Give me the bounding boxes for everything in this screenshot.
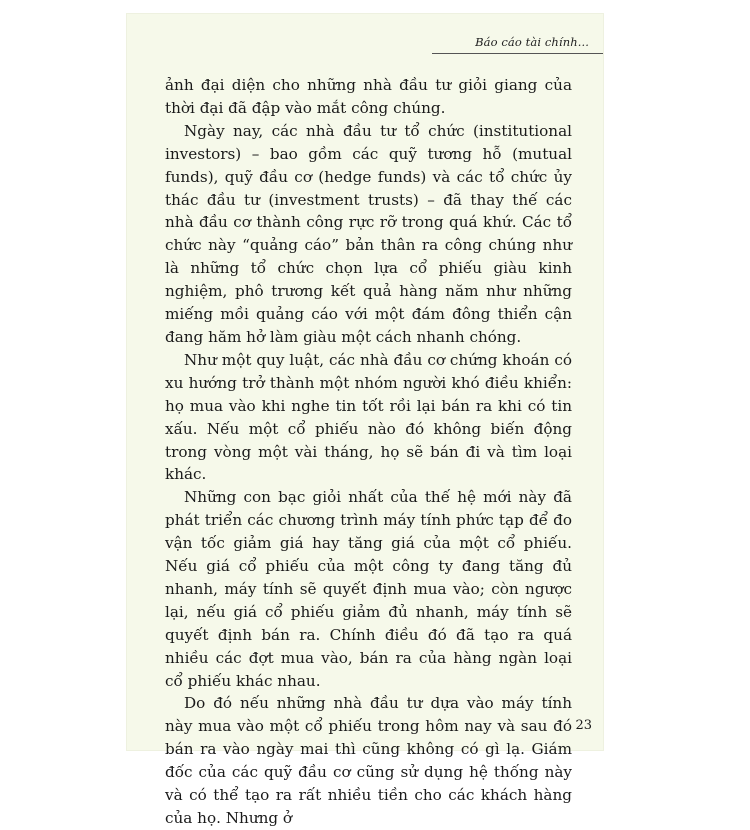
- paragraph-speculators-rule: Như một quy luật, các nhà đầu cơ chứng khoán có xu hướng trở thành một nhóm người khó điều khiển: họ mua vào khi nghe tin tốt rồi lại bán ra khi có tin xấu. Nếu một cổ phiếu nào đó không biến động trong vòng một vài tháng, họ sẽ bán đi và tìm loại khác.: [165, 350, 572, 484]
- paragraph-hedge-funds: Do đó nếu những nhà đầu tư dựa vào máy tính này mua vào một cổ phiếu trong hôm nay và sau đó bán ra vào ngày mai thì cũng không có gì lạ. Giám đốc của các quỹ đầu cơ cũng sử dụng hệ thống này và có thể tạo ra rất nhiều tiền cho các khách hàng của họ. Nhưng ở: [165, 694, 572, 827]
- page-number: 23: [575, 718, 592, 733]
- book-page: [127, 14, 603, 827]
- paragraph-institutional-investors: Ngày nay, các nhà đầu tư tổ chức (institutional investors) – bao gồm các quỹ tương hỗ (mutual funds), quỹ đầu cơ (hedge funds) và các tổ chức ủy thác đầu tư (investment trusts) – đã thay thế các nhà đầu cơ thành công rực rỡ trong quá khứ. Các tổ chức này “quảng cáo” bản thân ra công chúng như là những tổ chức chọn lựa cổ phiếu giàu kinh nghiệm, phô trương kết quả hàng năm như những miếng mồi quảng cáo với một đám đông thiển cận đang hăm hở làm giàu một cách nhanh chóng.: [165, 121, 572, 346]
- paragraph-computer-programs: Những con bạc giỏi nhất của thế hệ mới này đã phát triển các chương trình máy tính phức tạp để đo vận tốc giảm giá hay tăng giá của một cổ phiếu. Nếu giá cổ phiếu của một công ty đang tăng đủ nhanh, máy tính sẽ quyết định mua vào; còn ngược lại, nếu giá cổ phiếu giảm đủ nhanh, máy tính sẽ quyết định bán ra. Chính điều đó đã tạo ra quá nhiều các đợt mua vào, bán ra của hàng ngàn loại cổ phiếu khác nhau.: [165, 488, 572, 690]
- running-header-title: Báo cáo tài chính...: [475, 35, 589, 49]
- body-text: [165, 74, 572, 830]
- header-rule: [432, 53, 603, 54]
- paragraph-continued: ảnh đại diện cho những nhà đầu tư giỏi giang của thời đại đã đập vào mắt công chúng.: [165, 76, 572, 117]
